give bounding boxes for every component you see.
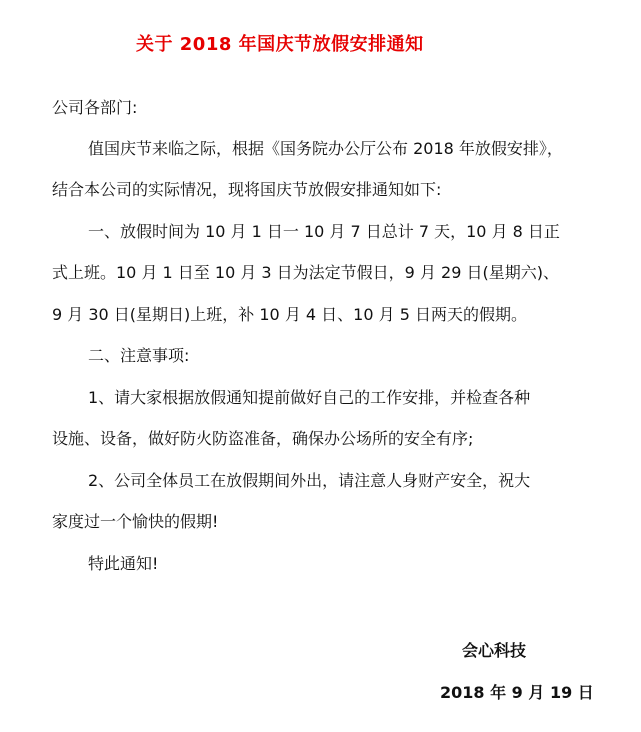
body-line: 9 月 30 日(星期日)上班，补 10 月 4 日、10 月 5 日两天的假期。 bbox=[52, 305, 527, 324]
body-line: 式上班。10 月 1 日至 10 月 3 日为法定节假日，9 月 29 日(星期六)、 bbox=[52, 263, 559, 282]
body-line: 2、公司全体员工在放假期间外出，请注意人身财产安全，祝大 bbox=[88, 471, 531, 490]
body-line: 家度过一个愉快的假期! bbox=[52, 512, 219, 531]
section-heading: 二、注意事项: bbox=[88, 346, 190, 365]
closing-line: 特此通知! bbox=[88, 554, 159, 573]
salutation: 公司各部门: bbox=[52, 98, 138, 117]
document-title: 关于 2018 年国庆节放假安排通知 bbox=[136, 34, 424, 55]
body-line: 值国庆节来临之际，根据《国务院办公厅公布 2018 年放假安排》， bbox=[88, 139, 563, 158]
body-line: 1、请大家根据放假通知提前做好自己的工作安排，并检查各种 bbox=[88, 388, 531, 407]
signature-date: 2018 年 9 月 19 日 bbox=[440, 683, 594, 702]
body-line: 结合本公司的实际情况，现将国庆节放假安排通知如下: bbox=[52, 180, 442, 199]
body-line: 设施、设备，做好防火防盗准备，确保办公场所的安全有序; bbox=[52, 429, 474, 448]
body-line: 一、放假时间为 10 月 1 日一 10 月 7 日总计 7 天，10 月 8 日正 bbox=[88, 222, 560, 241]
signature-company: 会心科技 bbox=[462, 641, 527, 660]
